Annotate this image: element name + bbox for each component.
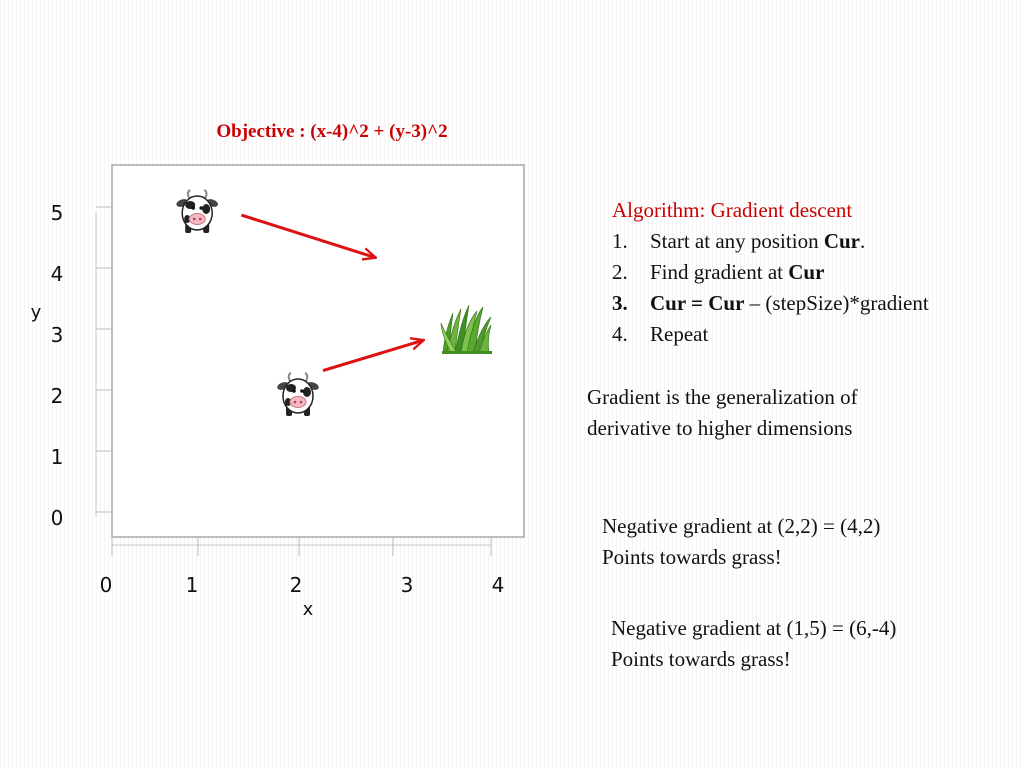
y-axis-label: y [30, 302, 42, 323]
x-tick-label: 1 [185, 573, 199, 597]
algorithm-steps [612, 226, 929, 350]
y-tick-label: 4 [50, 262, 64, 286]
negative-gradient-1-line-2: Points towards grass! [602, 545, 782, 569]
step-number: 1. [612, 229, 628, 253]
step-text: Cur = Cur [650, 291, 745, 315]
y-tick-label: 1 [50, 445, 64, 469]
algorithm-step [612, 319, 929, 350]
step-text: Repeat [650, 322, 709, 346]
algorithm-title: Algorithm: Gradient descent [612, 198, 853, 222]
step-text: Cur [823, 229, 860, 253]
x-tick-label: 2 [289, 573, 303, 597]
negative-gradient-1-line-1: Negative gradient at (2,2) = (4,2) [602, 514, 881, 538]
y-tick-label: 0 [50, 506, 64, 530]
negative-gradient-note-1 [602, 511, 880, 573]
step-text: Cur [788, 260, 825, 284]
algorithm-block [612, 195, 929, 350]
y-tick-label: 5 [50, 201, 64, 225]
x-axis-label: x [302, 599, 314, 620]
gradient-definition-line-2: derivative to higher dimensions [587, 416, 853, 440]
algorithm-step [612, 226, 929, 257]
step-text: – (stepSize)*gradient [744, 291, 929, 315]
x-axis [100, 537, 505, 597]
negative-gradient-note-2 [611, 613, 896, 675]
step-text: Start at any position [650, 229, 824, 253]
step-number: 4. [612, 322, 628, 346]
negative-gradient-2-line-1: Negative gradient at (1,5) = (6,-4) [611, 616, 897, 640]
chart-title: Objective : (x-4)^2 + (y-3)^2 [216, 121, 448, 142]
x-tick-label: 0 [99, 573, 113, 597]
negative-gradient-2-line-2: Points towards grass! [611, 647, 791, 671]
gradient-definition [587, 382, 858, 444]
algorithm-step [612, 257, 929, 288]
x-tick-label: 3 [400, 573, 414, 597]
step-text: . [860, 229, 866, 253]
y-axis [51, 201, 112, 530]
step-text: Find gradient at [650, 260, 789, 284]
y-tick-label: 3 [50, 323, 64, 347]
y-tick-label: 2 [50, 384, 64, 408]
step-number: 2. [612, 260, 628, 284]
step-number: 3. [612, 291, 628, 315]
algorithm-step [612, 288, 929, 319]
x-tick-label: 4 [491, 573, 505, 597]
gradient-definition-line-1: Gradient is the generalization of [587, 385, 858, 409]
